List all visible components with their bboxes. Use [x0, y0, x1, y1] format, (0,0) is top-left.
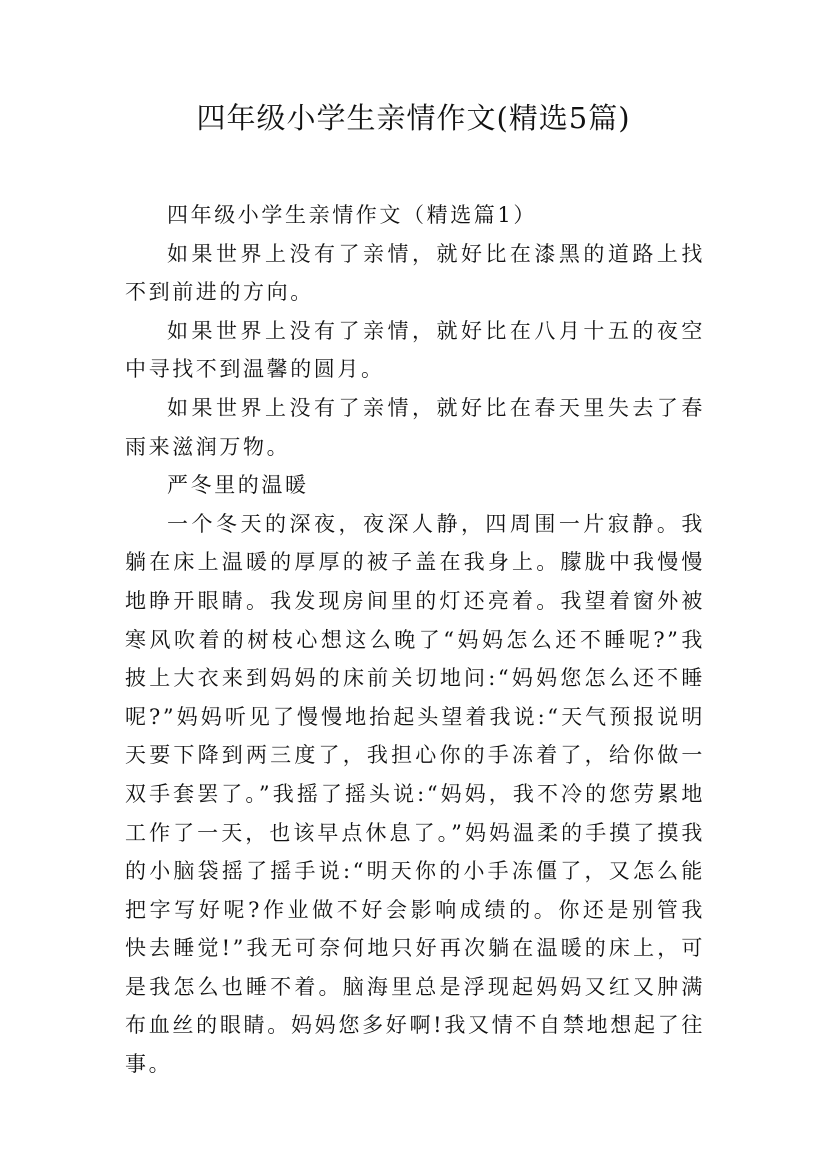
- paragraph-subtitle: 严冬里的温暖: [167, 473, 309, 498]
- paragraph: 一个冬天的深夜，夜深人静，四周围一片寂静。我躺在床上温暖的厚厚的被子盖在我身上。朦胧中我慢慢地睁开眼睛。我发现房间里的灯还亮着。我望着窗外被寒风吹着的树枝心想这么晚了“妈妈怎么还不睡呢?”我披上大衣来到妈妈的床前关切地问:“妈妈您怎么还不睡呢?”妈妈听见了慢慢地抬起头望着我说:“天气预报说明天要下降到两三度了，我担心你的手冻着了，给你做一双手套罢了。”我摇了摇头说:“妈妈，我不冷的您劳累地工作了一天，也该早点休息了。”妈妈温柔的手摸了摸我的小脑袋摇了摇手说:“明天你的小手冻僵了，又怎么能把字写好呢?作业做不好会影响成绩的。你还是别管我快去睡觉!”我无可奈何地只好再次躺在温暖的床上，可是我怎么也睡不着。脑海里总是浮现起妈妈又红又肿满布血丝的眼睛。妈妈您多好啊!我又情不自禁地想起了往事。: [125, 511, 705, 1077]
- document-title: 四年级小学生亲情作文(精选5篇): [196, 101, 631, 135]
- paragraph: 如果世界上没有了亲情，就好比在漆黑的道路上找不到前进的方向。: [125, 241, 705, 305]
- document-body: [125, 196, 705, 1084]
- paragraph: 如果世界上没有了亲情，就好比在春天里失去了春雨来滋润万物。: [125, 395, 705, 459]
- paragraph: 如果世界上没有了亲情，就好比在八月十五的夜空中寻找不到温馨的圆月。: [125, 318, 705, 382]
- paragraph-section-heading: 四年级小学生亲情作文（精选篇1）: [167, 203, 537, 227]
